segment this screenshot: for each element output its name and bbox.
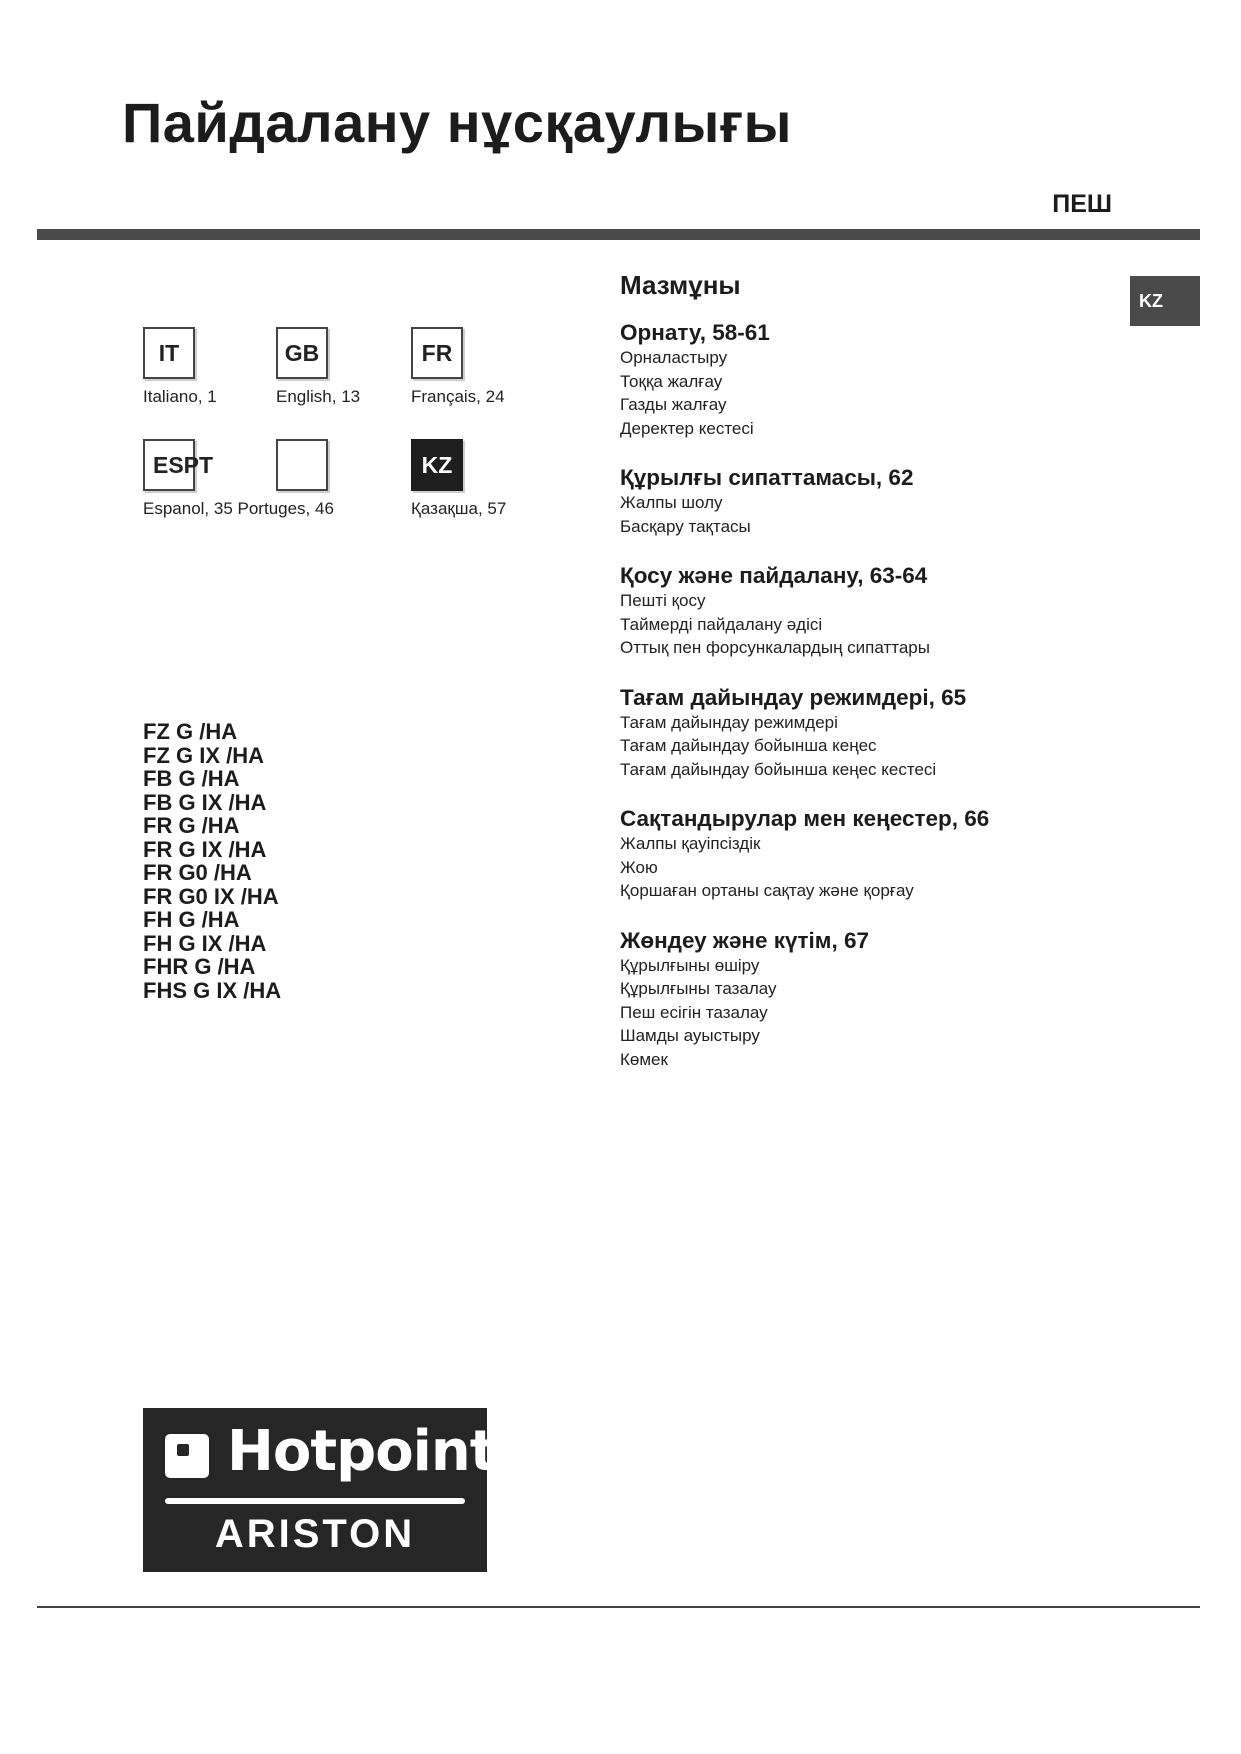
model-item: FZ G IX /HA	[143, 742, 264, 768]
toc-item[interactable]: Құрылғыны өшіру	[620, 955, 760, 975]
language-label: Қазақша, 57	[411, 499, 507, 518]
hotpoint-ariston-logo	[143, 1408, 496, 1572]
model-item: FH G IX /HA	[143, 930, 267, 956]
language-code-box: FR	[411, 327, 463, 379]
toc-item[interactable]: Тағам дайындау режимдері	[620, 712, 838, 732]
toc-item[interactable]: Таймерді пайдалану әдісі	[620, 614, 823, 634]
model-item: FHR G /HA	[143, 954, 256, 979]
toc-section-heading[interactable]: Жөндеу және күтім, 67	[620, 927, 869, 953]
language-item-it[interactable]	[143, 327, 217, 407]
language-code-box: ESPT	[143, 439, 195, 491]
toc-item[interactable]: Деректер кестесі	[620, 418, 754, 438]
toc-item[interactable]: Пешті қосу	[620, 591, 706, 610]
toc-section-heading[interactable]: Орнату, 58-61	[620, 320, 770, 345]
toc-item[interactable]: Қоршаған ортаны сақтау және қорғау	[620, 881, 914, 900]
table-of-contents	[620, 270, 1100, 1095]
toc-item[interactable]: Жою	[620, 857, 658, 877]
toc-section-cooking-modes	[620, 684, 1100, 782]
contents-title: Мазмұны	[620, 270, 741, 300]
toc-item[interactable]: Тағам дайындау бойынша кеңес	[620, 736, 877, 755]
toc-item[interactable]: Көмек	[620, 1049, 668, 1069]
toc-section-heading[interactable]: Құрылғы сипаттамасы, 62	[620, 465, 914, 490]
model-item: FB G /HA	[143, 766, 240, 791]
model-item: FR G0 /HA	[143, 860, 252, 885]
document-title: Пайдалану нұсқаулығы	[122, 91, 792, 154]
model-item: FR G IX /HA	[143, 836, 267, 862]
language-code-box: IT	[143, 327, 195, 379]
toc-item[interactable]: Орналастыру	[620, 348, 728, 367]
toc-section-maintenance	[620, 927, 1100, 1072]
toc-section-heading[interactable]: Тағам дайындау режимдері, 65	[620, 684, 967, 710]
language-code-box	[276, 439, 328, 491]
toc-item[interactable]: Жалпы қауіпсіздік	[620, 834, 761, 853]
toc-item[interactable]: Басқару тақтасы	[620, 516, 751, 536]
toc-section-description	[620, 464, 1100, 538]
toc-section-heading[interactable]: Сақтандырулар мен кеңестер, 66	[620, 806, 990, 831]
toc-item[interactable]: Құрылғыны тазалау	[620, 979, 777, 998]
toc-section-precautions	[620, 805, 1100, 903]
model-item: FZ G /HA	[143, 719, 238, 744]
toc-item[interactable]: Оттық пен форсункалардың сипаттары	[620, 638, 930, 657]
logo-sub-text: ARISTON	[214, 1512, 416, 1556]
toc-item[interactable]: Жалпы шолу	[620, 493, 723, 512]
toc-section-start-up	[620, 562, 1100, 660]
header-divider	[37, 229, 1200, 240]
language-code-box: GB	[276, 327, 328, 379]
language-item-gb[interactable]	[276, 327, 360, 407]
toc-item[interactable]: Пеш есігін тазалау	[620, 1002, 768, 1022]
toc-section-installation	[620, 319, 1100, 440]
footer-divider	[37, 1606, 1200, 1608]
model-item: FB G IX /HA	[143, 789, 267, 815]
model-item: FH G /HA	[143, 907, 240, 932]
language-item-kz[interactable]	[411, 439, 506, 519]
language-tab-kz: KZ	[1130, 276, 1200, 326]
toc-item[interactable]: Шамды ауыстыру	[620, 1026, 760, 1045]
language-label: Espanol, 35 Portuges, 46	[143, 499, 334, 518]
brand-mark-icon	[165, 1434, 209, 1478]
logo-divider	[165, 1498, 465, 1504]
model-item: FR G /HA	[143, 813, 240, 838]
toc-item[interactable]: Тоққа жалғау	[620, 371, 723, 391]
product-type-label: ПЕШ	[1052, 190, 1112, 218]
toc-section-heading[interactable]: Қосу және пайдалану, 63-64	[620, 563, 928, 588]
model-item: FHS G IX /HA	[143, 977, 282, 1003]
logo-brand-text: Hotpoint	[227, 1419, 496, 1484]
model-list	[143, 720, 281, 1002]
language-label: Français, 24	[411, 387, 505, 406]
language-label: English, 13	[276, 387, 361, 406]
toc-item[interactable]: Тағам дайындау бойынша кеңес кестесі	[620, 759, 937, 779]
language-item-blank[interactable]	[276, 439, 328, 499]
language-label: Italiano, 1	[143, 387, 217, 406]
toc-item[interactable]: Газды жалғау	[620, 395, 727, 414]
language-code-box-active: KZ	[411, 439, 463, 491]
language-item-fr[interactable]	[411, 327, 505, 407]
model-item: FR G0 IX /HA	[143, 883, 279, 909]
